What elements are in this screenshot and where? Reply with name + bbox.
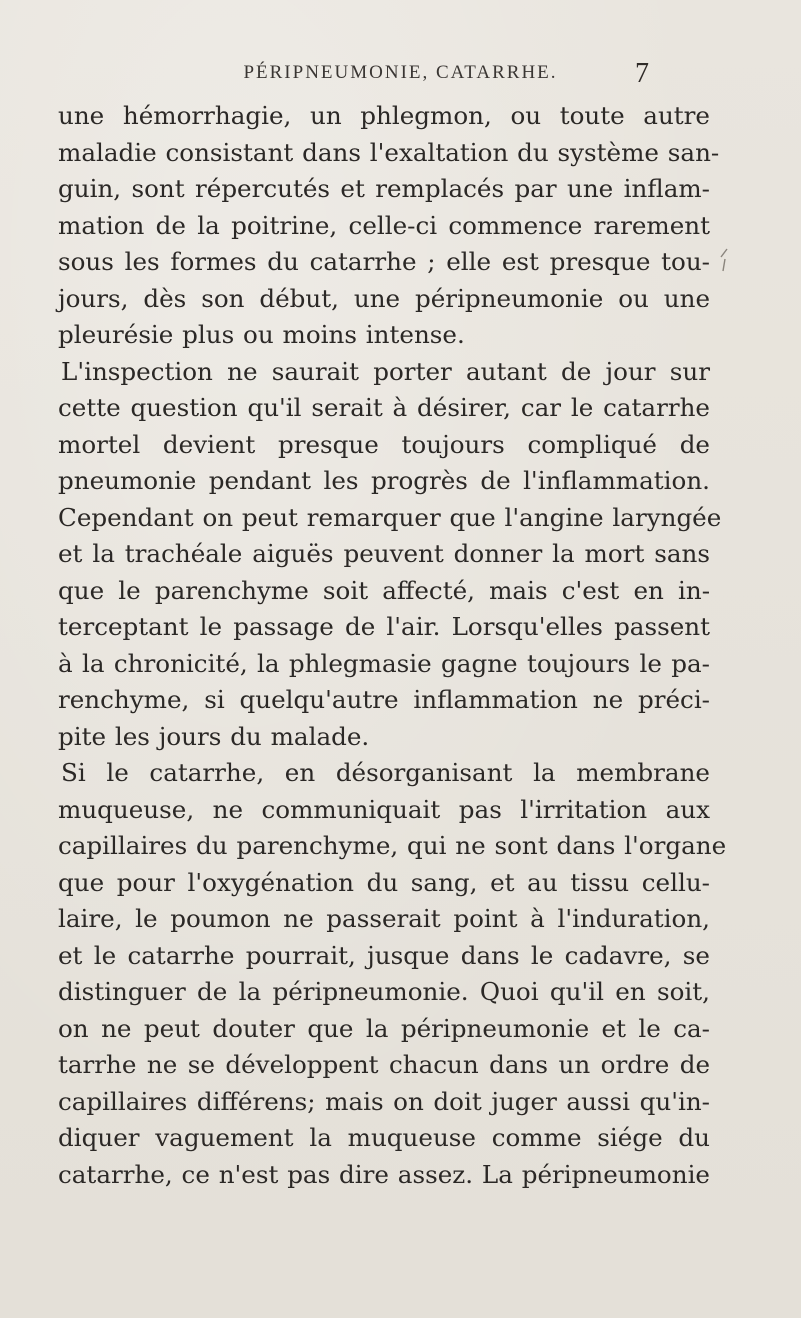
text-line: distinguer de la péripneumonie. Quoi qu'il en soit, bbox=[58, 977, 710, 1006]
text-line: et le catarrhe pourrait, jusque dans le cadavre, se bbox=[58, 940, 710, 970]
text-line: laire, le poumon ne passerait point à l'induration, bbox=[58, 904, 710, 933]
text-line: pleurésie plus ou moins intense. bbox=[58, 320, 465, 349]
text-line: maladie consistant dans l'exaltation du système san- bbox=[58, 137, 720, 167]
running-head: PÉRIPNEUMONIE, CATARRHE. bbox=[243, 62, 558, 83]
text-line: une hémorrhagie, un phlegmon, ou toute autre bbox=[58, 101, 710, 130]
text-line: diquer vaguement la muqueuse comme siége du bbox=[58, 1123, 710, 1152]
text-line: à la chronicité, la phlegmasie gagne toujours le pa- bbox=[58, 648, 710, 678]
text-line: et la trachéale aiguës peuvent donner la mort sans bbox=[58, 539, 710, 568]
text-line: capillaires différens; mais on doit juger aussi qu'in- bbox=[58, 1086, 710, 1116]
text-line: tarrhe ne se développent chacun dans un ordre de bbox=[58, 1050, 710, 1079]
text-line: on ne peut douter que la péripneumonie et le ca- bbox=[58, 1013, 710, 1043]
text-line: mortel devient presque toujours compliqué de bbox=[58, 429, 710, 459]
page-number: 7 bbox=[635, 58, 649, 89]
text-line: cette question qu'il serait à désirer, car le catarrhe bbox=[58, 393, 710, 422]
body-text bbox=[58, 98, 727, 1193]
text-line: sous les formes du catarrhe ; elle est presque tou- bbox=[58, 247, 710, 276]
text-line: que pour l'oxygénation du sang, et au tissu cellu- bbox=[58, 867, 710, 897]
text-line: renchyme, si quelqu'autre inflammation ne préci- bbox=[58, 685, 710, 714]
text-line: guin, sont répercutés et remplacés par une inflam- bbox=[58, 174, 710, 203]
margin-mark-icon bbox=[717, 247, 729, 277]
text-line: mation de la poitrine, celle-ci commence rarement bbox=[58, 210, 710, 240]
text-line: capillaires du parenchyme, qui ne sont dans l'organe bbox=[58, 831, 727, 860]
text-line: pneumonie pendant les progrès de l'inflammation. bbox=[58, 466, 710, 495]
text-line: Cependant on peut remarquer que l'angine laryngée bbox=[58, 502, 722, 532]
text-line: catarrhe, ce n'est pas dire assez. La péripneumonie bbox=[58, 1159, 710, 1189]
text-line: L'inspection ne saurait porter autant de jour sur bbox=[61, 356, 710, 386]
text-line: Si le catarrhe, en désorganisant la membrane bbox=[61, 758, 710, 787]
text-line: jours, dès son début, une péripneumonie ou une bbox=[58, 283, 710, 313]
page-header bbox=[0, 58, 801, 92]
text-line: muqueuse, ne communiquait pas l'irritation aux bbox=[58, 794, 710, 824]
text-line: terceptant le passage de l'air. Lorsqu'elles passent bbox=[58, 612, 710, 641]
text-line: pite les jours du malade. bbox=[58, 721, 370, 751]
text-line: que le parenchyme soit affecté, mais c'est en in- bbox=[58, 575, 710, 605]
